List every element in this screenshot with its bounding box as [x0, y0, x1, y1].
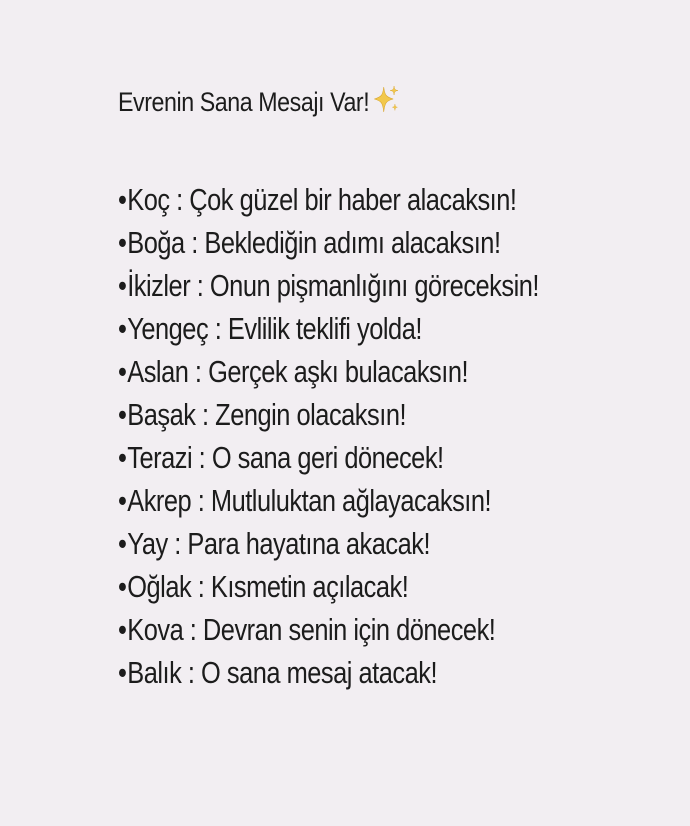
story-title: [118, 82, 600, 122]
sign-name: Başak: [127, 397, 196, 432]
bullet-point: •: [118, 354, 127, 389]
story-title-text: Evrenin Sana Mesajı Var!: [118, 87, 370, 117]
sign-name: Aslan: [127, 354, 189, 389]
horoscope-item: •Boğa : Beklediğin adımı alacaksın!: [118, 221, 577, 264]
bullet-point: •: [118, 225, 127, 260]
sign-message: Kısmetin açılacak!: [210, 569, 409, 604]
sparkles-icon: [373, 85, 401, 115]
horoscope-item: •Koç : Çok güzel bir haber alacaksın!: [118, 178, 577, 221]
story-content: [118, 82, 678, 694]
sign-name: Boğa: [127, 225, 185, 260]
sign-message: O sana mesaj atacak!: [201, 655, 438, 690]
bullet-point: •: [118, 655, 127, 690]
horoscope-item: •Yengeç : Evlilik teklifi yolda!: [118, 307, 577, 350]
bullet-point: •: [118, 268, 127, 303]
bullet-point: •: [118, 397, 127, 432]
sign-name: İkizler: [127, 268, 191, 303]
horoscope-item: •Yay : Para hayatına akacak!: [118, 522, 577, 565]
sign-message: Zengin olacaksın!: [215, 397, 407, 432]
sign-message: Para hayatına akacak!: [187, 526, 431, 561]
sign-name: Akrep: [127, 483, 192, 518]
sign-name: Yengeç: [127, 311, 209, 346]
sign-message: Onun pişmanlığını göreceksin!: [209, 268, 539, 303]
sign-name: Balık: [127, 655, 182, 690]
horoscope-list: [118, 178, 678, 694]
sign-message: Çok güzel bir haber alacaksın!: [189, 182, 517, 217]
bullet-point: •: [118, 182, 127, 217]
sign-message: Mutluluktan ağlayacaksın!: [210, 483, 492, 518]
horoscope-item: •İkizler : Onun pişmanlığını göreceksin!: [118, 264, 577, 307]
sign-name: Koç: [127, 182, 170, 217]
bullet-point: •: [118, 483, 127, 518]
sign-message: O sana geri dönecek!: [211, 440, 444, 475]
sign-name: Yay: [127, 526, 168, 561]
horoscope-item: •Başak : Zengin olacaksın!: [118, 393, 577, 436]
bullet-point: •: [118, 440, 127, 475]
bullet-point: •: [118, 612, 127, 647]
bullet-point: •: [118, 569, 127, 604]
horoscope-item: •Kova : Devran senin için dönecek!: [118, 608, 577, 651]
horoscope-item: •Akrep : Mutluluktan ağlayacaksın!: [118, 479, 577, 522]
horoscope-item: •Terazi : O sana geri dönecek!: [118, 436, 577, 479]
bullet-point: •: [118, 526, 127, 561]
sign-name: Terazi: [127, 440, 193, 475]
sign-message: Beklediğin adımı alacaksın!: [204, 225, 501, 260]
horoscope-item: •Balık : O sana mesaj atacak!: [118, 651, 577, 694]
sign-message: Gerçek aşkı bulacaksın!: [208, 354, 469, 389]
sign-message: Evlilik teklifi yolda!: [227, 311, 422, 346]
sign-message: Devran senin için dönecek!: [202, 612, 496, 647]
bullet-point: •: [118, 311, 127, 346]
sign-name: Kova: [127, 612, 184, 647]
horoscope-item: •Aslan : Gerçek aşkı bulacaksın!: [118, 350, 577, 393]
horoscope-item: •Oğlak : Kısmetin açılacak!: [118, 565, 577, 608]
sign-name: Oğlak: [127, 569, 192, 604]
